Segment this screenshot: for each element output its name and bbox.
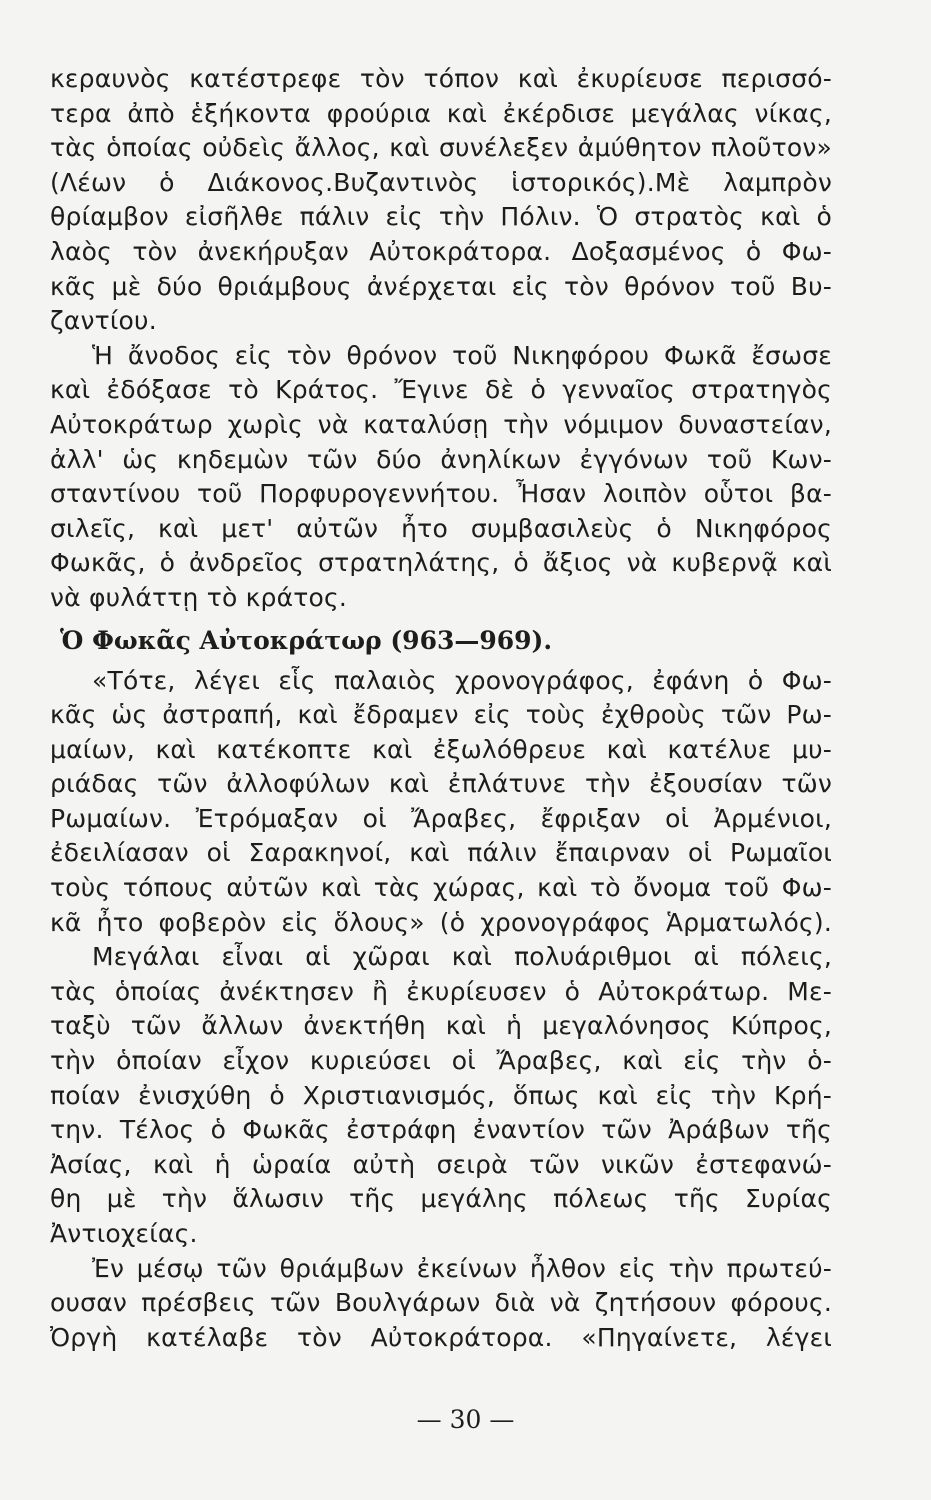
- text-line: «Τότε, λέγει εἷς παλαιὸς χρονογράφος, ἐφάνη ὁ Φω-: [92, 665, 832, 695]
- text-line: μαίων, καὶ κατέκοπτε καὶ ἐξωλόθρευε καὶ κατέλυε μυ-: [50, 734, 832, 764]
- text-line: θη μὲ τὴν ἅλωσιν τῆς μεγάλης πόλεως τῆς Συρίας: [50, 1184, 832, 1214]
- text-line: θρίαμβον εἰσῆλθε πάλιν εἰς τὴν Πόλιν. Ὁ στρατὸς καὶ ὁ: [50, 202, 832, 232]
- text-line: ριάδας τῶν ἀλλοφύλων καὶ ἐπλάτυνε τὴν ἐξουσίαν τῶν: [50, 769, 832, 799]
- text-line: καὶ ἐδόξασε τὸ Κράτος. Ἔγινε δὲ ὁ γενναῖος στρατηγὸς: [50, 375, 832, 405]
- page-number: — 30 —: [416, 1405, 515, 1434]
- text-line: Ὀργὴ κατέλαβε τὸν Αὐτοκράτορα. «Πηγαίνετε, λέγει: [50, 1322, 832, 1352]
- text-line: την. Τέλος ὁ Φωκᾶς ἐστράφη ἐναντίον τῶν Ἀράβων τῆς: [50, 1115, 832, 1145]
- paragraph-block-2: [50, 664, 832, 1356]
- text-line: Μεγάλαι εἶναι αἱ χῶραι καὶ πολυάριθμοι αἱ πόλεις,: [92, 942, 832, 972]
- text-line: Ἀντιοχείας.: [50, 1219, 198, 1248]
- text-line: Ρωμαίων. Ἐτρόμαξαν οἱ Ἄραβες, ἔφριξαν οἱ Ἀρμένιοι,: [50, 803, 832, 833]
- text-line: νὰ φυλάττῃ τὸ κράτος.: [50, 582, 348, 612]
- text-line: τὴν ὁποίαν εἶχον κυριεύσει οἱ Ἄραβες, καὶ εἰς τὴν ὁ-: [50, 1046, 832, 1076]
- text-line: Φωκᾶς, ὁ ἀνδρεῖος στρατηλάτης, ὁ ἄξιος νὰ κυβερνᾷ καὶ: [50, 548, 832, 578]
- text-line: (Λέων ὁ Διάκονος.Βυζαντινὸς ἱστορικός).Μὲ λαμπρὸν: [50, 167, 832, 197]
- section-heading: Ὁ Φωκᾶς Αὐτοκράτωρ (963—969).: [60, 625, 553, 655]
- text-line: ἐδειλίασαν οἱ Σαρακηνοί, καὶ πάλιν ἔπαιρναν οἱ Ρωμαῖοι: [50, 838, 832, 868]
- text-line: Ἀσίας, καὶ ἡ ὡραία αὐτὴ σειρὰ τῶν νικῶν ἐστεφανώ-: [50, 1149, 832, 1179]
- text-line: Αὐτοκράτωρ χωρὶς νὰ καταλύσῃ τὴν νόμιμον δυναστείαν,: [50, 409, 832, 439]
- text-line: τὰς ὁποίας ἀνέκτησεν ἢ ἐκυρίευσεν ὁ Αὐτοκράτωρ. Με-: [50, 976, 832, 1006]
- text-line: ἀλλ' ὡς κηδεμὼν τῶν δύο ἀνηλίκων ἐγγόνων τοῦ Κων-: [50, 444, 832, 474]
- text-line: ζαντίου.: [50, 306, 157, 336]
- text-line: ταξὺ τῶν ἄλλων ἀνεκτήθη καὶ ἡ μεγαλόνησος Κύπρος,: [50, 1011, 832, 1041]
- text-line: σιλεῖς, καὶ μετ' αὐτῶν ἦτο συμβασιλεὺς ὁ Νικηφόρος: [50, 513, 832, 543]
- text-line: τερα ἀπὸ ἑξήκοντα φρούρια καὶ ἐκέρδισε μεγάλας νίκας,: [50, 98, 832, 128]
- page-body: [50, 62, 832, 1355]
- text-line: Ἐν μέσῳ τῶν θριάμβων ἐκείνων ἦλθον εἰς τὴν πρωτεύ-: [92, 1253, 832, 1283]
- text-line: κᾶς ὡς ἀστραπή, καὶ ἔδραμεν εἰς τοὺς ἐχθροὺς τῶν Ρω-: [50, 700, 832, 730]
- text-line: σταντίνου τοῦ Πορφυρογεννήτου. Ἦσαν λοιπὸν οὗτοι βα-: [50, 479, 832, 509]
- text-line: κᾶς μὲ δύο θριάμβους ἀνέρχεται εἰς τὸν θρόνον τοῦ Βυ-: [50, 271, 832, 301]
- text-line: λαὸς τὸν ἀνεκήρυξαν Αὐτοκράτορα. Δοξασμένος ὁ Φω-: [50, 236, 832, 266]
- text-line: ποίαν ἐνισχύθη ὁ Χριστιανισμός, ὅπως καὶ εἰς τὴν Κρή-: [50, 1080, 832, 1110]
- text-line: Ἡ ἄνοδος εἰς τὸν θρόνον τοῦ Νικηφόρου Φωκᾶ ἔσωσε: [92, 340, 832, 370]
- paragraph-block-1: [50, 62, 832, 616]
- text-line: τὰς ὁποίας οὐδεὶς ἄλλος, καὶ συνέλεξεν ἀμύθητον πλοῦτον»: [50, 133, 832, 163]
- text-line: ουσαν πρέσβεις τῶν Βουλγάρων διὰ νὰ ζητήσουν φόρους.: [50, 1288, 832, 1318]
- text-line: τοὺς τόπους αὐτῶν καὶ τὰς χώρας, καὶ τὸ ὄνομα τοῦ Φω-: [50, 873, 832, 903]
- text-line: κᾶ ἦτο φοβερὸν εἰς ὅλους» (ὁ χρονογράφος Ἁρματωλός).: [50, 907, 832, 937]
- text-line: κεραυνὸς κατέστρεφε τὸν τόπον καὶ ἐκυρίευσε περισσό-: [50, 64, 832, 93]
